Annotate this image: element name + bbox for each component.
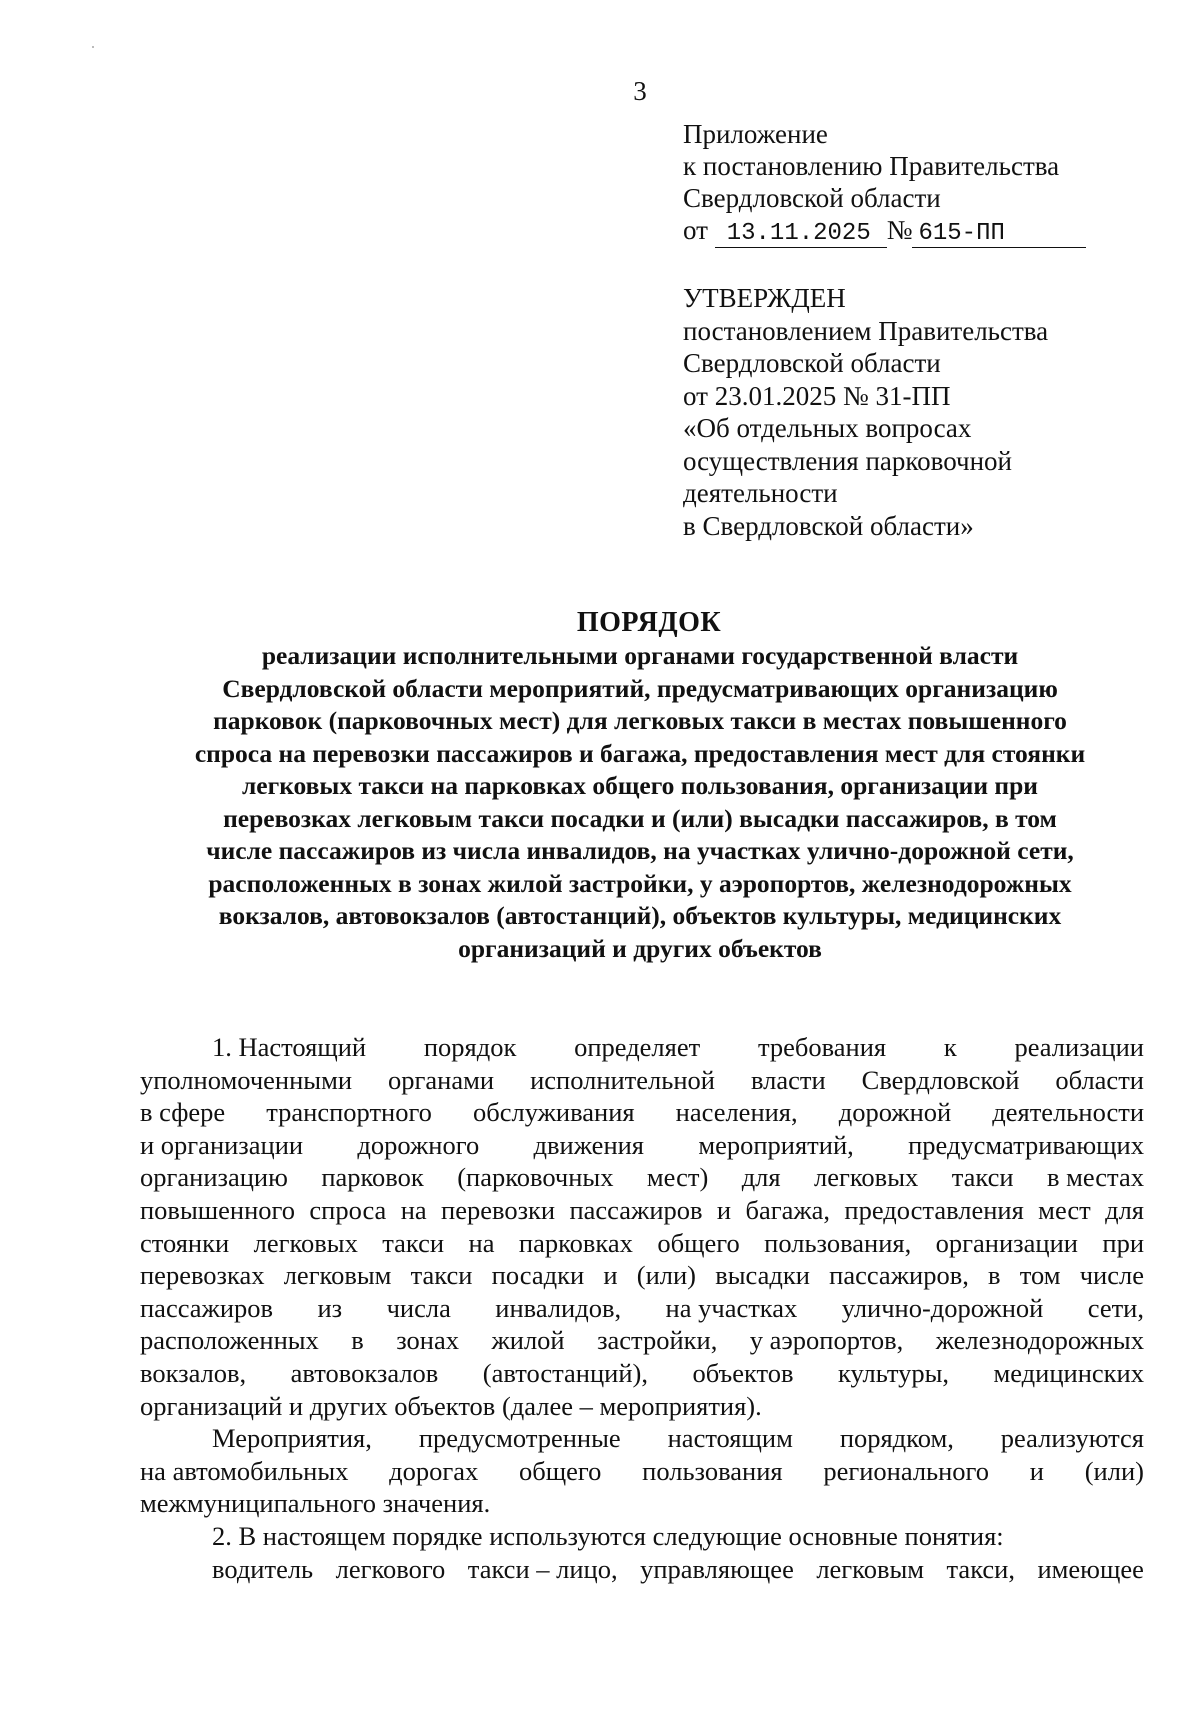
decree-reference [683,214,1153,248]
word: деятельности [992,1097,1144,1128]
word: реализации [1014,1032,1144,1062]
appendix-line: к постановлению Правительства [683,151,1060,181]
approved-line: осуществления парковочной [683,445,1012,476]
word: Мероприятия, [212,1423,372,1454]
text-line [140,1129,1144,1162]
word: автовокзалов [290,1357,439,1388]
word: требования [757,1032,887,1062]
text-line [140,1292,1144,1325]
word: парковок [321,1162,424,1193]
word: в [351,1325,364,1356]
word: водитель [212,1553,314,1584]
word: предусматривающих [908,1129,1144,1160]
text-line [140,1064,1144,1097]
approved-line: постановлением Правительства [683,315,1049,346]
subtitle-line: организаций и других объектов [458,933,822,963]
approved-line: «Об отдельных вопросах [683,413,972,443]
text-line: стоянки легковых такси на парковках общего пользования, организации при [140,1227,1144,1258]
word: такси – лицо, [467,1553,618,1584]
word: сети, [1087,1292,1144,1323]
word: управляющее [640,1553,794,1584]
word: регионального [823,1455,990,1486]
word: у аэропортов, [749,1325,904,1356]
document-body [140,1031,1144,1585]
word: вокзалов, [140,1357,247,1388]
word: организацию [140,1162,288,1193]
word: населения, [675,1097,798,1128]
word: обслуживания [473,1097,635,1128]
text-line: 2. В настоящем порядке используются следующие основные понятия: [212,1520,1004,1551]
number-sign: № [886,215,913,245]
word: движения [533,1129,644,1160]
word: инвалидов, [495,1292,622,1323]
word: мероприятий, [698,1129,854,1160]
document-heading [130,606,1150,965]
word: порядком, [839,1423,954,1454]
word: настоящим [667,1423,793,1454]
word: к [943,1032,957,1062]
word: медицинских [993,1357,1144,1388]
subtitle-line: вокзалов, автовокзалов (автостанций), объектов культуры, медицинских [218,901,1062,930]
word: из [317,1292,343,1323]
word: власти [750,1064,826,1095]
word: такси, [946,1553,1015,1584]
word: на участках [665,1292,798,1323]
word: реализуются [1000,1423,1144,1454]
document-title: ПОРЯДОК [576,607,722,638]
decree-date: 13.11.2025 [715,221,887,248]
approved-line: деятельности [683,478,838,508]
subtitle-line: числе пассажиров из числа инвалидов, на участках улично-дорожной сети, [206,836,1074,865]
page-number: 3 [633,76,647,106]
word: культуры, [837,1357,950,1388]
word: зонах [396,1325,459,1356]
text-line: перевозках легковым такси посадки и (или) высадки пассажиров, в том числе [140,1260,1144,1291]
word: (автостанций), [482,1357,648,1388]
word: порядок [423,1032,517,1062]
word: органами [388,1064,495,1095]
word: жилой [491,1325,565,1356]
word: железнодорожных [935,1325,1144,1356]
approved-line: от 23.01.2025 № 31-ПП [683,380,951,411]
word: 1. Настоящий [212,1032,367,1062]
word: улично-дорожной [841,1292,1044,1323]
subtitle-line: спроса на перевозки пассажиров и багажа, предоставления мест для стоянки [194,738,1086,768]
approved-line: Свердловской области [683,348,941,378]
scan-speck [92,46,94,48]
word: определяет [574,1032,701,1062]
word: пользования [642,1455,783,1486]
text-line: повышенного спроса на перевозки пассажиров и багажа, предоставления мест для [140,1194,1144,1225]
word: (парковочных [457,1162,614,1193]
word: числа [386,1292,451,1323]
word: легкового [335,1553,446,1584]
word: Свердловской [861,1064,1020,1095]
subtitle-line: Свердловской области мероприятий, предусматривающих организацию [222,673,1058,703]
text-line [140,1357,1144,1390]
word: объектов [692,1357,794,1388]
approved-line: в Свердловской области» [683,510,974,541]
word: имеющее [1037,1553,1144,1584]
appendix-title: Приложение [683,119,828,149]
word: для [741,1162,781,1193]
word: (или) [1084,1455,1144,1486]
subtitle-line: парковок (парковочных мест) для легковых такси в местах повышенного [213,706,1067,735]
word: такси [951,1162,1014,1193]
word: дорогах [389,1455,479,1486]
subtitle-line: расположенных в зонах жилой застройки, у аэропортов, железнодорожных [208,868,1072,898]
text-line [140,1096,1144,1129]
appendix-block [683,118,1153,248]
text-line [140,1031,1144,1064]
text-line: организаций и других объектов (далее – мероприятия). [140,1390,762,1421]
document-subtitle [130,640,1150,965]
subtitle-line: легковых такси на парковках общего пользования, организации при [241,771,1039,800]
subtitle-line: реализации исполнительными органами государственной власти [261,641,1019,670]
word: уполномоченными [140,1064,353,1095]
text-line [140,1422,1144,1455]
word: на автомобильных [140,1455,349,1486]
word: дорожной [838,1097,952,1128]
word: легковым [816,1553,925,1584]
date-prefix: от [683,215,708,245]
word: области [1055,1064,1144,1095]
word: застройки, [597,1325,718,1356]
word: исполнительной [530,1064,715,1095]
word: пассажиров [140,1292,274,1323]
word: мест) [646,1162,709,1193]
text-line [140,1455,1144,1488]
word: общего [519,1455,602,1486]
word: и организации [140,1129,304,1160]
text-line [140,1161,1144,1194]
word: и [1029,1455,1044,1486]
decree-number: 615-ПП [912,221,1086,248]
word: предусмотренные [418,1423,621,1454]
text-line: межмуниципального значения. [140,1488,491,1519]
appendix-line: Свердловской области [683,183,941,213]
subtitle-line: перевозках легковым такси посадки и (или) высадки пассажиров, в том [223,803,1057,833]
word: расположенных [140,1325,319,1356]
approved-block [683,282,1153,542]
word: в сфере [140,1097,226,1128]
text-line [140,1553,1144,1586]
approved-title: УТВЕРЖДЕН [683,283,846,313]
word: легковых [814,1162,919,1193]
word: в местах [1046,1162,1144,1193]
text-line [140,1324,1144,1357]
word: транспортного [266,1097,432,1128]
word: дорожного [357,1129,480,1160]
